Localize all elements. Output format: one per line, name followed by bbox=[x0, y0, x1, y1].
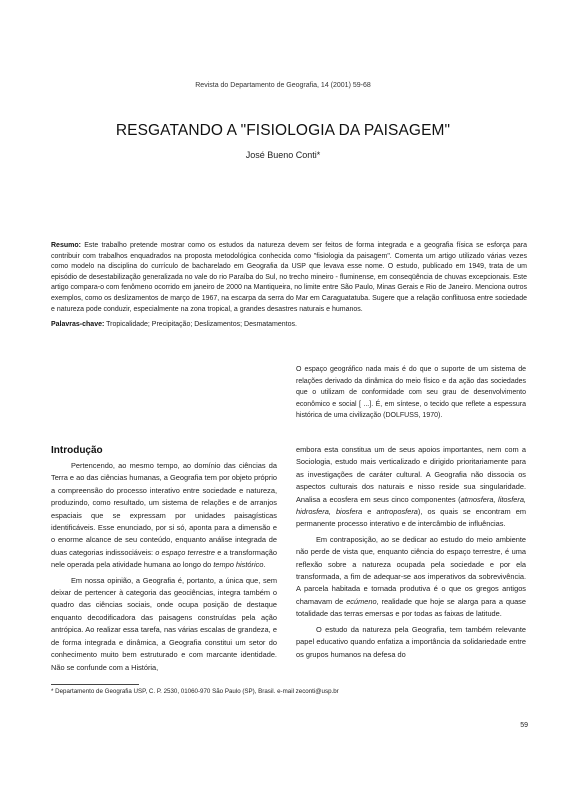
paragraph: Em nossa opinião, a Geografia é, portanto, a única que, sem deixar de pertencer à categoria das geociências, integra também o quadro das ciências sociais, onde ocupa posição de destaque enquanto decodificadora das paisagens construídas pela ação antrópica. Ao realizar essa tarefa, nas várias escalas de grandeza, e de forma integrada e dinâmica, a Geografia constitui um setor do conhecimento muito bem estruturado e com marcante identidade. Não se confunde com a História, bbox=[51, 575, 277, 672]
paragraph-text: . bbox=[263, 560, 266, 570]
footnote: * Departamento de Geografia USP, C. P. 2530, 01060-970 São Paulo (SP), Brasil. e-mail zeconti@usp.br bbox=[51, 688, 339, 695]
paragraph-text: ), os quais se encontram em permanente processo interativo e de intercâmbio de influências. bbox=[296, 507, 527, 529]
page-number: 59 bbox=[520, 722, 528, 729]
abstract-text: Este trabalho pretende mostrar como os estudos da natureza devem ser feitos de forma integrada e a geografia física se esforça para contribuir com trabalhos enquadrados na proposta metodológica conhecida como "fisiologia da paisagem". Comenta um artigo utilizado várias vezes como modelo na disciplina do currículo de bacharelado em Geografia da USP que levava esse nome. O estudo, publicado em 1949, trata de um episódio de desestabilização generalizada no vale do rio Paraíba do Sul, no trecho mineiro - fluminense, em conseqüência de chuvas excepcionais. Este artigo compara-o com fenômeno ocorrido em janeiro de 2000 na Mantiqueira, no limite entre São Paulo, Minas Gerais e Rio de Janeiro. Menciona outros exemplos, como os deslizamentos de março de 1967, na escarpa da serra do Mar em Caraguatatuba. Sugere que a relação conflituosa entre sociedade e natureza pode conduzir, especialmente na zona tropical, a grandes desastres naturais e humanos. bbox=[51, 242, 527, 313]
paragraph-text: Pertencendo, ao mesmo tempo, ao domínio das ciências da Terra e ao das ciências humanas, a Geografia tem por objeto próprio a compreensão do processo interativo entre sociedade e natureza, produzindo, como resultado, um sistema de relações e de arranjos espaciais que se expressam por unidades paisagísticas identificáveis. Esse enunciado, por si só, aponta para a dimensão e o enorme alcance de seu conteúdo, enquanto análise integrada de duas categorias indissociáveis: bbox=[51, 461, 277, 557]
article-author: José Bueno Conti* bbox=[245, 150, 321, 160]
footnote-divider bbox=[51, 684, 139, 685]
paragraph: O estudo da natureza pela Geografia, tem também relevante papel educativo quando enfatiza a importância da solidariedade entre os grupos humanos na defesa do bbox=[296, 624, 526, 659]
journal-header: Revista do Departamento de Geografia, 14 (2001) 59-68 bbox=[195, 82, 371, 89]
abstract-label: Resumo: bbox=[51, 242, 81, 249]
keywords-text: Tropicalidade; Precipitação; Deslizamentos; Desmatamentos. bbox=[106, 321, 297, 328]
paragraph-text: e bbox=[367, 507, 372, 517]
emphasis-text: o espaço terrestre bbox=[155, 547, 216, 557]
body-column-right bbox=[296, 444, 526, 661]
emphasis-text: atmosfera, litosfera, hidrosfera, biosfera bbox=[296, 494, 526, 517]
emphasis-text: ecúmeno bbox=[346, 596, 377, 606]
paragraph-text: embora esta constitua um de seus apoios importantes, nem com a Sociologia, estudo mais verticalizado e dirigido prioritariamente para as investigações de caráter cultural. A Geografia não dissocia os aspectos culturais dos naturais e nisso reside sua singularidade. Analisa a ecosfera em seus cinco componentes ( bbox=[296, 445, 526, 504]
paragraph bbox=[296, 444, 526, 531]
keywords bbox=[51, 320, 527, 330]
emphasis-text: tempo histórico bbox=[213, 560, 264, 570]
epigraph-quote: O espaço geográfico nada mais é do que o suporte de um sistema de relações derivado da dinâmica do meio físico e da ação das sociedades que o utilizam de conformidade com seu grau de desenvolvimento econômico e social [ ...]. É, em síntese, o tecido que reflete a espessura histórica de uma civilização (DOLFUSS, 1970). bbox=[296, 366, 526, 420]
paragraph-text: Em contraposição, ao se dedicar ao estudo do meio ambiente não perde de vista que, enquanto ciência do espaço terrestre, é uma reflexão sobre a natureza ocupada pela sociedade e por ela transformada, a fim de adequar-se aos imperativos da sobrevivência. A parcela habitada e tornada produtiva é o que os gregos antigos chamavam de bbox=[296, 534, 526, 606]
paragraph-text: e a transformação nele operada pela atividade humana ao longo do bbox=[51, 547, 277, 570]
keywords-label: Palavras-chave: bbox=[51, 321, 105, 328]
body-column-left bbox=[51, 445, 277, 674]
section-heading: Introdução bbox=[51, 445, 103, 456]
abstract bbox=[51, 241, 527, 315]
paragraph bbox=[296, 534, 526, 621]
emphasis-text: antroposfera bbox=[376, 507, 418, 517]
article-title: RESGATANDO A "FISIOLOGIA DA PAISAGEM" bbox=[115, 122, 451, 139]
paragraph-text: , realidade que hoje se alarga para a quase totalidade das terras emersas e por todas as faixas de latitude. bbox=[296, 596, 526, 619]
paragraph bbox=[51, 460, 277, 572]
